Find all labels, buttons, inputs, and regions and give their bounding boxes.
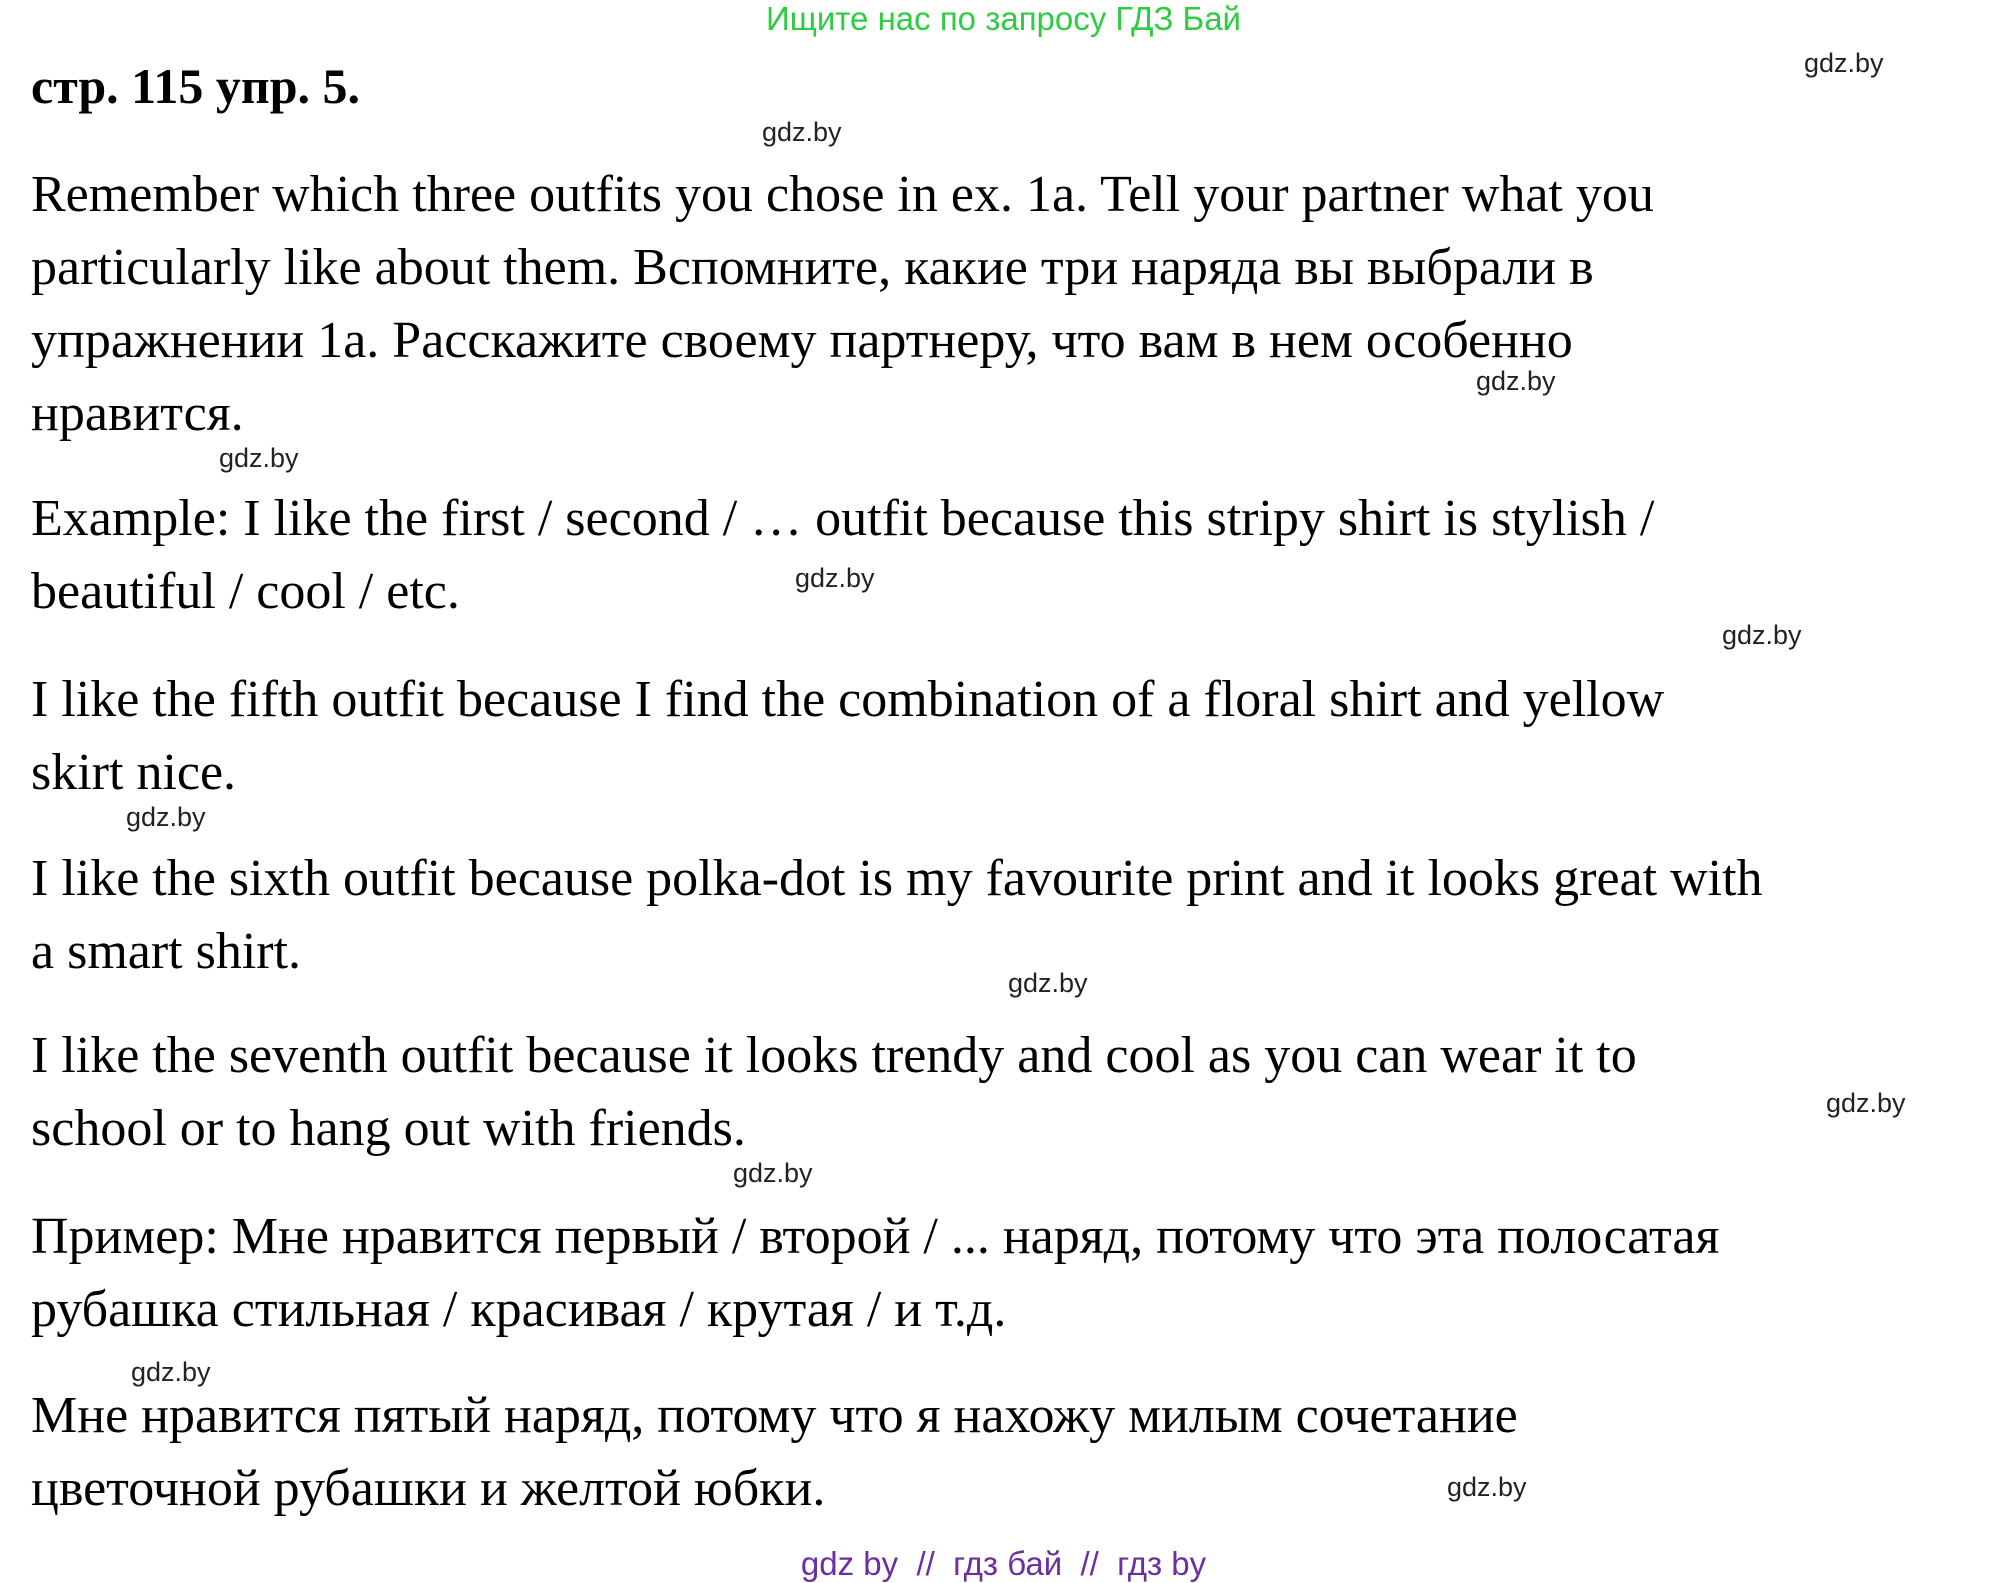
text-line: Example: I like the first / second / … outfit because this stripy shirt is stylish / — [31, 490, 1655, 547]
text-line: school or to hang out with friends. — [31, 1100, 746, 1157]
text-line: рубашка стильная / красивая / крутая / и т.д. — [31, 1281, 1007, 1338]
text-line: beautiful / cool / etc. — [31, 563, 460, 620]
watermark: gdz.by — [131, 1357, 211, 1387]
watermark: gdz.by — [1476, 366, 1556, 396]
page-title: стр. 115 упр. 5. — [31, 58, 361, 114]
footer-links[interactable]: gdz by // гдз бай // гдз by — [800, 1545, 1207, 1582]
watermark: gdz.by — [1804, 48, 1884, 78]
text-line: I like the fifth outfit because I find the combination of a floral shirt and yellow — [31, 671, 1665, 728]
watermark: gdz.by — [1447, 1472, 1527, 1502]
watermark: gdz.by — [126, 802, 206, 832]
task-instruction — [31, 158, 1654, 450]
answer-seventh-outfit — [31, 1019, 1637, 1165]
answer-translation — [31, 1379, 1518, 1525]
text-line: I like the sixth outfit because polka-dot is my favourite print and it looks great with — [31, 850, 1763, 907]
promo-banner[interactable]: Ищите нас по запросу ГДЗ Бай — [766, 0, 1241, 37]
text-line: particularly like about them. Вспомните, какие три наряда вы выбрали в — [31, 239, 1594, 296]
example-translation — [31, 1200, 1719, 1346]
text-line: Пример: Мне нравится первый / второй / ... наряд, потому что эта полосатая — [31, 1208, 1720, 1265]
text-line: I like the seventh outfit because it looks trendy and cool as you can wear it to — [31, 1027, 1637, 1084]
text-line: a smart shirt. — [31, 923, 302, 980]
text-line: skirt nice. — [31, 744, 237, 801]
answer-sixth-outfit — [31, 842, 1763, 988]
watermark: gdz.by — [1826, 1088, 1906, 1118]
watermark: gdz.by — [795, 563, 875, 593]
watermark: gdz.by — [733, 1158, 813, 1188]
text-line: нравится. — [31, 385, 244, 442]
watermark: gdz.by — [219, 443, 299, 473]
answer-fifth-outfit — [31, 663, 1664, 809]
text-line: упражнении 1a. Расскажите своему партнеру, что вам в нем особенно — [31, 312, 1573, 369]
watermark: gdz.by — [1722, 620, 1802, 650]
text-line: цветочной рубашки и желтой юбки. — [31, 1460, 826, 1517]
text-line: Remember which three outfits you chose in ex. 1a. Tell your partner what you — [31, 166, 1654, 223]
watermark: gdz.by — [1008, 968, 1088, 998]
watermark: gdz.by — [762, 117, 842, 147]
text-line: Мне нравится пятый наряд, потому что я нахожу милым сочетание — [31, 1387, 1518, 1444]
example-text — [31, 482, 1654, 628]
